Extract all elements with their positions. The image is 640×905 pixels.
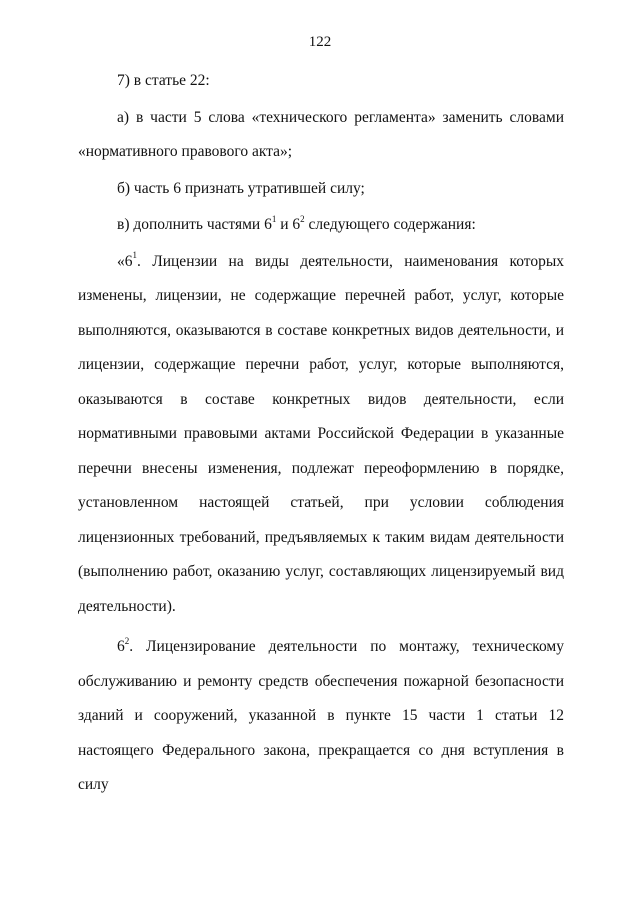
paragraph-part-6-1 [78, 245, 564, 625]
document-body [78, 64, 564, 803]
paragraph-subitem-b: б) часть 6 признать утратившей силу; [117, 179, 365, 197]
part-6-2-superscript: 2 [124, 635, 130, 646]
part-6-1-superscript: 1 [132, 250, 137, 261]
paragraph-subitem-v [78, 208, 564, 243]
superscript-2: 2 [300, 213, 305, 224]
part-6-2-text: . Лицензирование деятельности по монтажу, техническому обслуживанию и ремонту средств обеспечения пожарной безопасности зданий и сооружений, указанной в пункте 15 части 1 статьи 12 настоящего Федерального закона, прекращается со дня вступления в силу [78, 638, 564, 793]
part-6-1-text: . Лицензии на виды деятельности, наименования которых изменены, лицензии, не содержащие перечней работ, услуг, которые выполняются, оказываются в составе конкретных видов деятельности, и лицензии, содержащие перечни работ, услуг, которые выполняются, оказываются в составе конкретных видов деятельности, если нормативными правовыми актами Российской Федерации в указанные перечни внесены изменения, подлежат переоформлению в порядке, установленном настоящей статьей, при условии соблюдения лицензионных требований, предъявляемых к таким видам деятельности (выполнению работ, оказанию услуг, составляющих лицензируемый вид деятельности). [78, 252, 564, 615]
subitem-v-text-mid: и 6 [276, 216, 301, 233]
page-number: 122 [308, 34, 332, 50]
paragraph-subitem-a: а) в части 5 слова «технического регламента» заменить словами «нормативного правового акта»; [78, 108, 564, 160]
part-6-2-lead: 6 [117, 638, 125, 655]
superscript-1: 1 [271, 213, 277, 224]
subitem-v-text-pre: в) дополнить частями 6 [117, 216, 272, 233]
paragraph-part-6-2 [78, 630, 564, 803]
subitem-v-text-post: следующего содержания: [304, 216, 476, 233]
paragraph-item-7: 7) в статье 22: [117, 72, 210, 89]
part-6-1-lead: «6 [117, 252, 133, 270]
